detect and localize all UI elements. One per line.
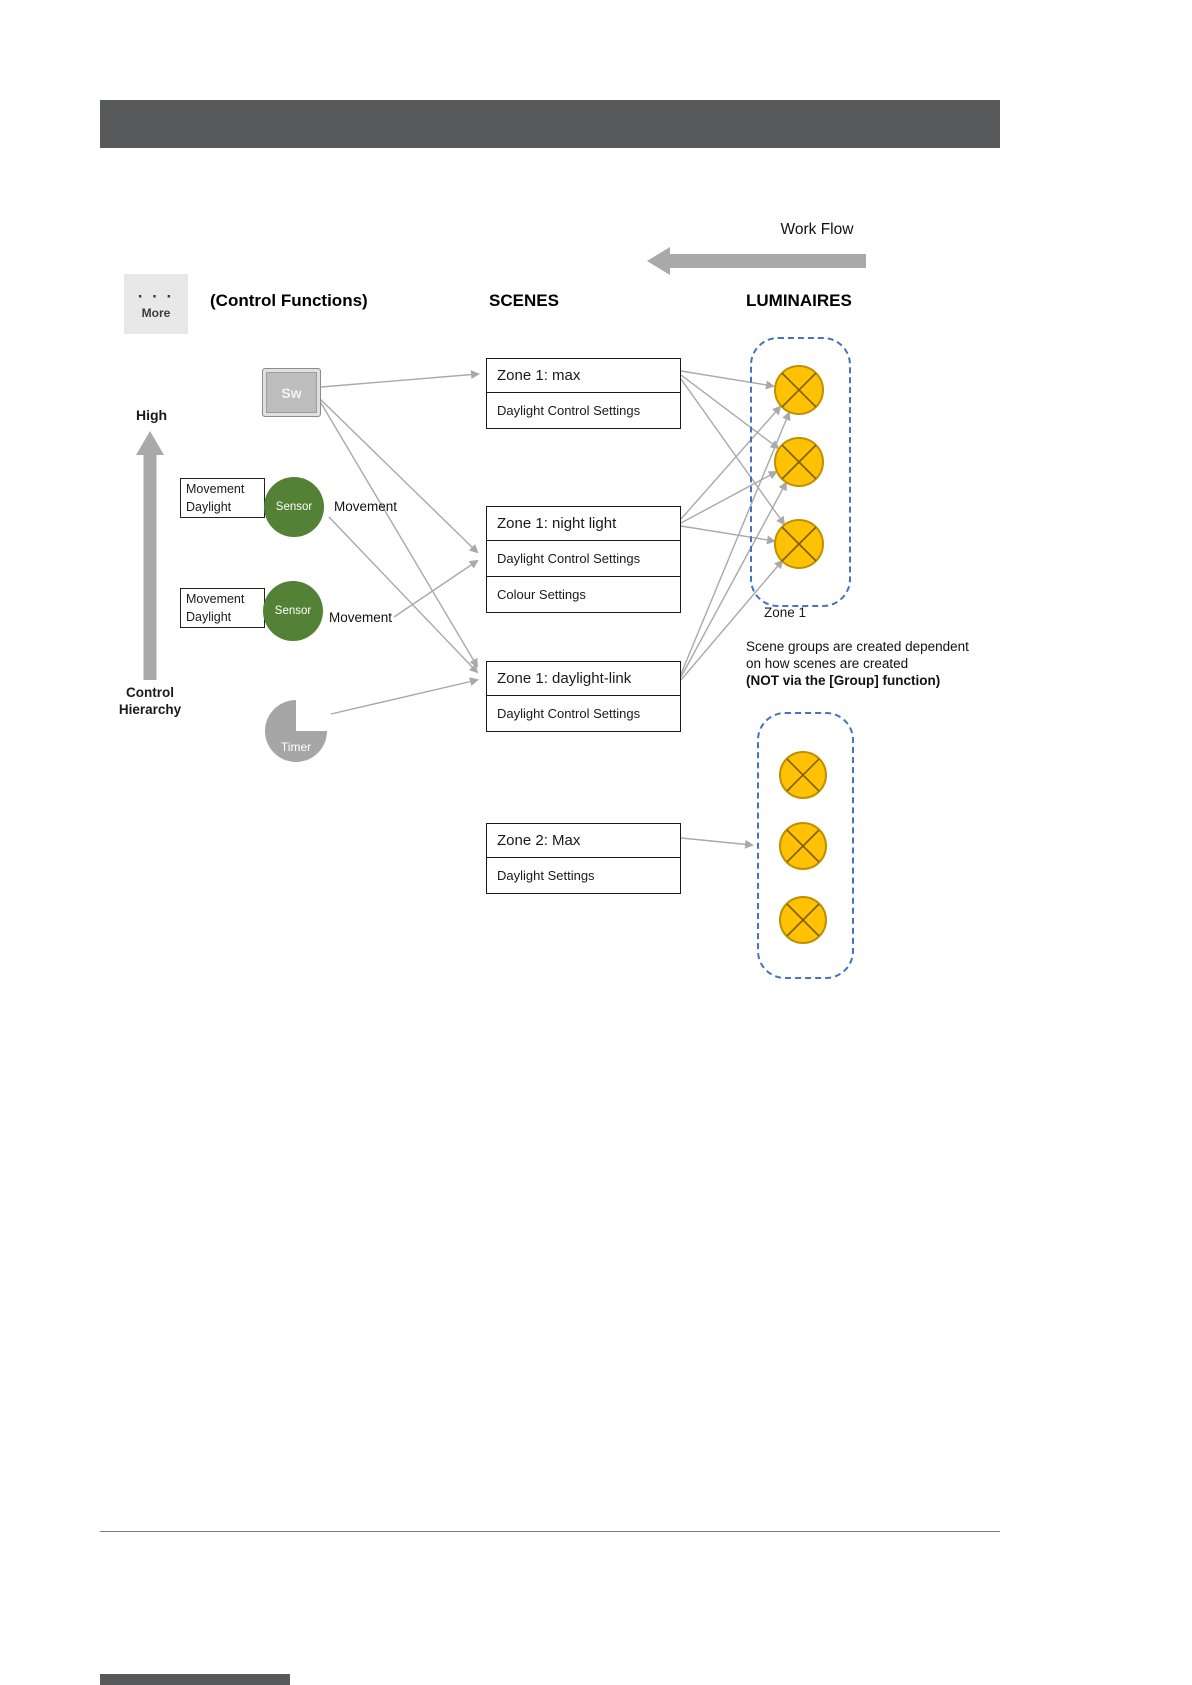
scene-title: Zone 1: daylight-link	[487, 662, 680, 696]
column-header-control-functions: (Control Functions)	[210, 291, 368, 310]
footer-divider	[100, 1531, 1000, 1532]
hierarchy-label	[108, 684, 192, 718]
note-line3: (NOT via the [Group] function)	[746, 673, 941, 688]
sensor2-icon	[263, 581, 323, 641]
control-to-scene-arrows	[319, 374, 478, 714]
scene-row: Colour Settings	[497, 587, 586, 602]
sensor2-input-movement: Movement	[186, 592, 245, 606]
sensor1-input-daylight: Daylight	[186, 500, 232, 514]
timer-control	[264, 699, 328, 763]
sensor1-icon	[264, 477, 324, 537]
sensor2-label: Sensor	[274, 605, 312, 617]
sensor2-inputs-box	[180, 588, 265, 628]
scene-box-zone1-night-light	[486, 506, 681, 613]
hierarchy-arrow-icon	[136, 431, 164, 680]
workflow-label: Work Flow	[780, 221, 854, 238]
sensor1-output-label: Movement	[334, 499, 398, 514]
scene-box-zone2-max	[486, 823, 681, 894]
footer-bar	[100, 1674, 290, 1685]
luminaire-group-2	[757, 712, 854, 979]
sensor1-input-movement: Movement	[186, 482, 245, 496]
scene-row: Daylight Control Settings	[497, 403, 641, 418]
note-line1: Scene groups are created dependent	[746, 639, 969, 654]
sensor2-output-label: Movement	[329, 610, 393, 625]
zone1-group-label: Zone 1	[764, 605, 807, 620]
scene-group-note	[746, 638, 1006, 689]
header-bar	[100, 100, 1000, 148]
hierarchy-high-label: High	[136, 407, 168, 423]
sensor1-label: Sensor	[275, 501, 313, 513]
timer-label: Timer	[280, 740, 312, 754]
more-dots-icon: · · ·	[137, 286, 175, 306]
scene-title: Zone 2: Max	[487, 824, 680, 858]
more-button	[124, 274, 188, 334]
scene-box-zone1-daylight-link	[486, 661, 681, 732]
scene-title: Zone 1: night light	[487, 507, 680, 541]
scene-row: Daylight Settings	[497, 868, 595, 883]
hierarchy-label-line2: Hierarchy	[118, 702, 182, 717]
switch-label: Sw	[281, 384, 302, 401]
hierarchy-label-line1: Control	[126, 685, 174, 700]
workflow-arrow-icon	[647, 247, 866, 275]
scene-box-zone1-max	[486, 358, 681, 429]
switch-control	[262, 368, 321, 417]
sensor2-input-daylight: Daylight	[186, 610, 232, 624]
scene-row: Daylight Control Settings	[487, 541, 680, 577]
scene-row: Daylight Control Settings	[497, 706, 641, 721]
scene-title: Zone 1: max	[487, 359, 680, 393]
column-header-scenes: SCENES	[489, 291, 559, 310]
note-line2: on how scenes are created	[746, 656, 909, 671]
more-label: More	[141, 305, 171, 320]
column-header-luminaires: LUMINAIRES	[746, 291, 852, 310]
luminaire-group-zone1	[750, 337, 851, 607]
sensor1-inputs-box	[180, 478, 265, 518]
